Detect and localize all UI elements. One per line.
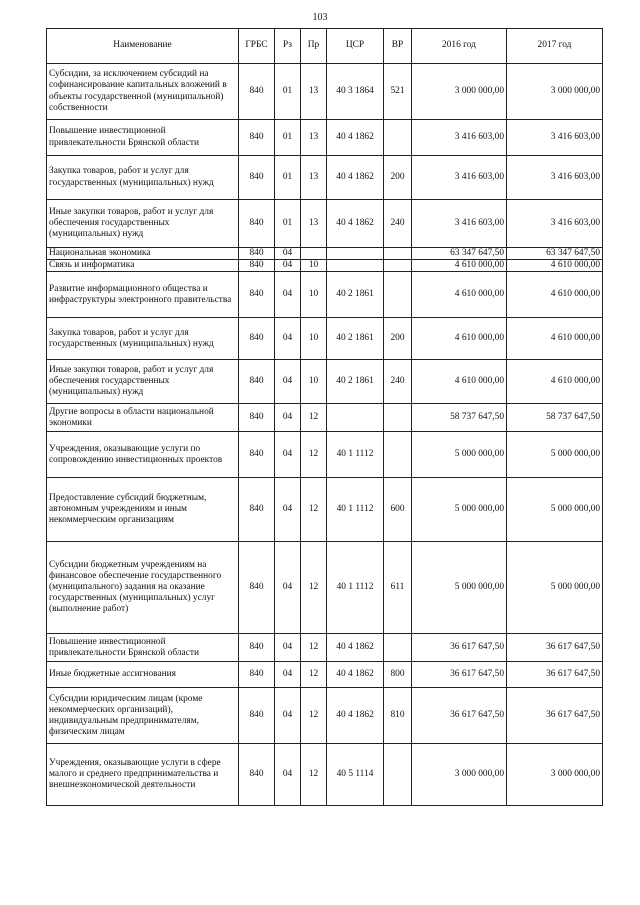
cell-pr: 12 — [301, 542, 327, 634]
cell-grbs: 840 — [239, 64, 275, 120]
cell-rz: 04 — [275, 432, 301, 478]
cell-2017: 3 000 000,00 — [507, 744, 603, 806]
cell-csr: 40 5 1114 — [327, 744, 384, 806]
cell-csr: 40 3 1864 — [327, 64, 384, 120]
cell-csr: 40 1 1112 — [327, 542, 384, 634]
table-row — [47, 688, 603, 744]
budget-table — [46, 28, 603, 806]
cell-pr: 13 — [301, 120, 327, 156]
table-row — [47, 404, 603, 432]
table-row — [47, 360, 603, 404]
cell-csr: 40 4 1862 — [327, 156, 384, 200]
cell-2016: 4 610 000,00 — [412, 272, 507, 318]
cell-pr: 12 — [301, 634, 327, 662]
table-row — [47, 156, 603, 200]
cell-name: Учреждения, оказывающие услуги по сопровождению инвестиционных проектов — [47, 432, 239, 478]
cell-vr: 810 — [384, 688, 412, 744]
cell-grbs: 840 — [239, 318, 275, 360]
cell-csr: 40 4 1862 — [327, 120, 384, 156]
cell-csr: 40 4 1862 — [327, 662, 384, 688]
cell-name: Повышение инвестиционной привлекательности Брянской области — [47, 120, 239, 156]
page-number: 103 — [312, 12, 328, 23]
header-rz: Рз — [275, 29, 301, 64]
cell-vr — [384, 272, 412, 318]
cell-2017: 5 000 000,00 — [507, 478, 603, 542]
cell-2017: 36 617 647,50 — [507, 662, 603, 688]
table-row — [47, 248, 603, 260]
cell-rz: 04 — [275, 478, 301, 542]
cell-grbs: 840 — [239, 662, 275, 688]
cell-2016: 36 617 647,50 — [412, 662, 507, 688]
cell-2016: 4 610 000,00 — [412, 260, 507, 272]
cell-rz: 04 — [275, 404, 301, 432]
cell-vr — [384, 248, 412, 260]
table-row — [47, 64, 603, 120]
cell-pr: 13 — [301, 64, 327, 120]
cell-rz: 04 — [275, 260, 301, 272]
cell-csr: 40 2 1861 — [327, 360, 384, 404]
table-body — [47, 64, 603, 806]
cell-csr — [327, 404, 384, 432]
cell-2017: 3 416 603,00 — [507, 200, 603, 248]
cell-name: Иные закупки товаров, работ и услуг для обеспечения государственных (муниципальных) нужд — [47, 200, 239, 248]
cell-grbs: 840 — [239, 120, 275, 156]
cell-grbs: 840 — [239, 156, 275, 200]
cell-csr: 40 1 1112 — [327, 478, 384, 542]
cell-csr: 40 2 1861 — [327, 318, 384, 360]
header-2016: 2016 год — [412, 29, 507, 64]
cell-pr: 12 — [301, 432, 327, 478]
cell-vr — [384, 744, 412, 806]
table-row — [47, 478, 603, 542]
cell-rz: 04 — [275, 318, 301, 360]
cell-vr: 200 — [384, 318, 412, 360]
cell-2017: 63 347 647,50 — [507, 248, 603, 260]
cell-2017: 3 416 603,00 — [507, 156, 603, 200]
cell-vr: 240 — [384, 200, 412, 248]
cell-pr: 12 — [301, 744, 327, 806]
cell-name: Учреждения, оказывающие услуги в сфере малого и среднего предпринимательства и внешнеэкономической деятельности — [47, 744, 239, 806]
cell-vr — [384, 120, 412, 156]
cell-grbs: 840 — [239, 744, 275, 806]
cell-2016: 63 347 647,50 — [412, 248, 507, 260]
cell-csr: 40 1 1112 — [327, 432, 384, 478]
table-row — [47, 260, 603, 272]
cell-grbs: 840 — [239, 360, 275, 404]
cell-name: Национальная экономика — [47, 248, 239, 260]
cell-vr: 611 — [384, 542, 412, 634]
cell-name: Развитие информационного общества и инфраструктуры электронного правительства — [47, 272, 239, 318]
cell-name: Субсидии юридическим лицам (кроме некоммерческих организаций), индивидуальным предпринимателям, физическим лицам — [47, 688, 239, 744]
header-vr: ВР — [384, 29, 412, 64]
cell-2016: 3 000 000,00 — [412, 744, 507, 806]
cell-vr: 200 — [384, 156, 412, 200]
table-row — [47, 662, 603, 688]
cell-name: Субсидии бюджетным учреждениям на финансовое обеспечение государственного (муниципального) задания на оказание государственных (муниципальных) услуг (выполнение работ) — [47, 542, 239, 634]
cell-vr: 240 — [384, 360, 412, 404]
cell-2017: 36 617 647,50 — [507, 634, 603, 662]
cell-rz: 04 — [275, 634, 301, 662]
cell-name: Закупка товаров, работ и услуг для государственных (муниципальных) нужд — [47, 318, 239, 360]
cell-2017: 36 617 647,50 — [507, 688, 603, 744]
cell-grbs: 840 — [239, 478, 275, 542]
cell-rz: 04 — [275, 688, 301, 744]
cell-csr: 40 4 1862 — [327, 634, 384, 662]
cell-pr: 12 — [301, 662, 327, 688]
cell-vr: 800 — [384, 662, 412, 688]
cell-2017: 4 610 000,00 — [507, 272, 603, 318]
cell-csr — [327, 260, 384, 272]
cell-2017: 4 610 000,00 — [507, 318, 603, 360]
cell-pr: 10 — [301, 260, 327, 272]
cell-rz: 01 — [275, 156, 301, 200]
cell-grbs: 840 — [239, 542, 275, 634]
table-row — [47, 432, 603, 478]
cell-pr: 12 — [301, 478, 327, 542]
table-row — [47, 200, 603, 248]
cell-pr: 12 — [301, 404, 327, 432]
cell-rz: 01 — [275, 120, 301, 156]
cell-grbs: 840 — [239, 260, 275, 272]
cell-name: Другие вопросы в области национальной экономики — [47, 404, 239, 432]
cell-2016: 5 000 000,00 — [412, 478, 507, 542]
header-csr: ЦСР — [327, 29, 384, 64]
cell-2017: 58 737 647,50 — [507, 404, 603, 432]
cell-pr — [301, 248, 327, 260]
cell-name: Иные бюджетные ассигнования — [47, 662, 239, 688]
cell-name: Связь и информатика — [47, 260, 239, 272]
header-grbs: ГРБС — [239, 29, 275, 64]
cell-2017: 3 000 000,00 — [507, 64, 603, 120]
cell-pr: 13 — [301, 156, 327, 200]
table-row — [47, 120, 603, 156]
cell-name: Повышение инвестиционной привлекательности Брянской области — [47, 634, 239, 662]
cell-2016: 4 610 000,00 — [412, 360, 507, 404]
cell-2016: 36 617 647,50 — [412, 634, 507, 662]
cell-csr: 40 2 1861 — [327, 272, 384, 318]
table-row — [47, 634, 603, 662]
cell-pr: 12 — [301, 688, 327, 744]
cell-grbs: 840 — [239, 200, 275, 248]
cell-vr: 600 — [384, 478, 412, 542]
table-header-row — [47, 29, 603, 64]
cell-grbs: 840 — [239, 272, 275, 318]
table-row — [47, 744, 603, 806]
cell-grbs: 840 — [239, 634, 275, 662]
cell-rz: 01 — [275, 200, 301, 248]
cell-2017: 3 416 603,00 — [507, 120, 603, 156]
cell-2016: 3 416 603,00 — [412, 120, 507, 156]
cell-csr — [327, 248, 384, 260]
cell-rz: 04 — [275, 248, 301, 260]
cell-2017: 4 610 000,00 — [507, 360, 603, 404]
cell-2016: 5 000 000,00 — [412, 432, 507, 478]
cell-2017: 4 610 000,00 — [507, 260, 603, 272]
table-row — [47, 272, 603, 318]
cell-2016: 4 610 000,00 — [412, 318, 507, 360]
header-pr: Пр — [301, 29, 327, 64]
cell-2017: 5 000 000,00 — [507, 542, 603, 634]
cell-csr: 40 4 1862 — [327, 200, 384, 248]
cell-vr: 521 — [384, 64, 412, 120]
cell-pr: 10 — [301, 360, 327, 404]
cell-grbs: 840 — [239, 688, 275, 744]
header-2017: 2017 год — [507, 29, 603, 64]
cell-rz: 01 — [275, 64, 301, 120]
table-row — [47, 542, 603, 634]
cell-rz: 04 — [275, 744, 301, 806]
cell-2016: 5 000 000,00 — [412, 542, 507, 634]
cell-csr: 40 4 1862 — [327, 688, 384, 744]
cell-pr: 13 — [301, 200, 327, 248]
cell-2016: 3 000 000,00 — [412, 64, 507, 120]
cell-2016: 3 416 603,00 — [412, 200, 507, 248]
cell-vr — [384, 260, 412, 272]
cell-rz: 04 — [275, 662, 301, 688]
cell-2016: 36 617 647,50 — [412, 688, 507, 744]
cell-name: Субсидии, за исключением субсидий на софинансирование капитальных вложений в объекты государственной (муниципальной) собственности — [47, 64, 239, 120]
table-row — [47, 318, 603, 360]
cell-pr: 10 — [301, 272, 327, 318]
cell-name: Предоставление субсидий бюджетным, автономным учреждениям и иным некоммерческим организациям — [47, 478, 239, 542]
cell-grbs: 840 — [239, 404, 275, 432]
cell-name: Закупка товаров, работ и услуг для государственных (муниципальных) нужд — [47, 156, 239, 200]
cell-vr — [384, 634, 412, 662]
cell-grbs: 840 — [239, 248, 275, 260]
cell-grbs: 840 — [239, 432, 275, 478]
cell-vr — [384, 404, 412, 432]
cell-2016: 58 737 647,50 — [412, 404, 507, 432]
cell-2016: 3 416 603,00 — [412, 156, 507, 200]
cell-rz: 04 — [275, 360, 301, 404]
cell-rz: 04 — [275, 272, 301, 318]
cell-pr: 10 — [301, 318, 327, 360]
cell-name: Иные закупки товаров, работ и услуг для обеспечения государственных (муниципальных) нужд — [47, 360, 239, 404]
header-name: Наименование — [47, 29, 239, 64]
cell-rz: 04 — [275, 542, 301, 634]
cell-2017: 5 000 000,00 — [507, 432, 603, 478]
cell-vr — [384, 432, 412, 478]
